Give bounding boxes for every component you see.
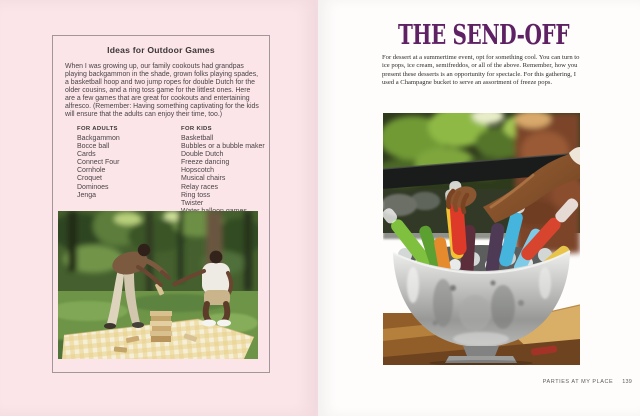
outdoor-games-box bbox=[52, 35, 270, 373]
outdoor-games-photo bbox=[58, 211, 258, 359]
footer-chapter-label: PARTIES AT MY PLACE bbox=[542, 379, 614, 385]
for-kids-list bbox=[181, 135, 269, 217]
list-item: Bubbles or a bubble maker bbox=[181, 142, 265, 150]
freeze-pops-photo-illustration bbox=[383, 113, 580, 365]
running-footer bbox=[543, 379, 632, 385]
for-kids-header: FOR KIDS bbox=[181, 125, 212, 132]
list-item: Connect Four bbox=[77, 159, 120, 167]
left-page bbox=[0, 0, 318, 416]
list-item: Dominoes bbox=[77, 183, 109, 191]
list-item: Twister bbox=[181, 200, 204, 208]
chapter-body-text: For dessert at a summertime event, opt for something cool. You can turn to ice pops, ice cream, semifreddos, or all of the above. Remember, how you present these desserts is an opportunity for spectacle. For this gathering, I used a Champagne bucket to serve an assortment of freeze pops. bbox=[382, 54, 580, 87]
list-item: Relay races bbox=[181, 183, 218, 191]
chapter-title bbox=[398, 20, 629, 51]
for-adults-list bbox=[77, 135, 181, 201]
games-box-intro: When I was growing up, our family cookouts had grandpas playing backgammon in the shade, grown folks playing spades, a basketball hoop and two jump ropes for double Dutch for the older cousins, and a ring toss game for the littlest ones. Here are a few games that are great for cookouts and entertaining alfresco. (Remember: Having something captivating for the kids will ensure that the adults can enjoy their time, too.) bbox=[65, 63, 259, 119]
games-box-title: Ideas for Outdoor Games bbox=[107, 45, 215, 55]
for-adults-header: FOR ADULTS bbox=[77, 125, 118, 132]
list-item: Backgammon bbox=[77, 134, 120, 142]
list-item: Musical chairs bbox=[181, 175, 226, 183]
list-item: Croquet bbox=[77, 175, 102, 183]
outdoor-games-photo-illustration bbox=[58, 211, 258, 359]
right-page bbox=[318, 0, 640, 416]
list-item: Bocce ball bbox=[77, 142, 110, 150]
list-item: Cornhole bbox=[77, 167, 106, 175]
list-item: Freeze dancing bbox=[181, 159, 230, 167]
column-for-kids bbox=[181, 126, 269, 217]
list-item: Ring toss bbox=[181, 191, 211, 199]
column-for-adults bbox=[77, 126, 181, 217]
list-item: Cards bbox=[77, 150, 96, 158]
list-item: Jenga bbox=[77, 191, 97, 199]
freeze-pops-photo bbox=[383, 113, 580, 365]
footer-page-number: 139 bbox=[622, 379, 632, 385]
chapter-title-text: THE SEND-OFF bbox=[398, 20, 570, 51]
games-columns bbox=[77, 126, 269, 217]
list-item: Double Dutch bbox=[181, 150, 224, 158]
list-item: Basketball bbox=[181, 134, 214, 142]
list-item: Hopscotch bbox=[181, 167, 215, 175]
